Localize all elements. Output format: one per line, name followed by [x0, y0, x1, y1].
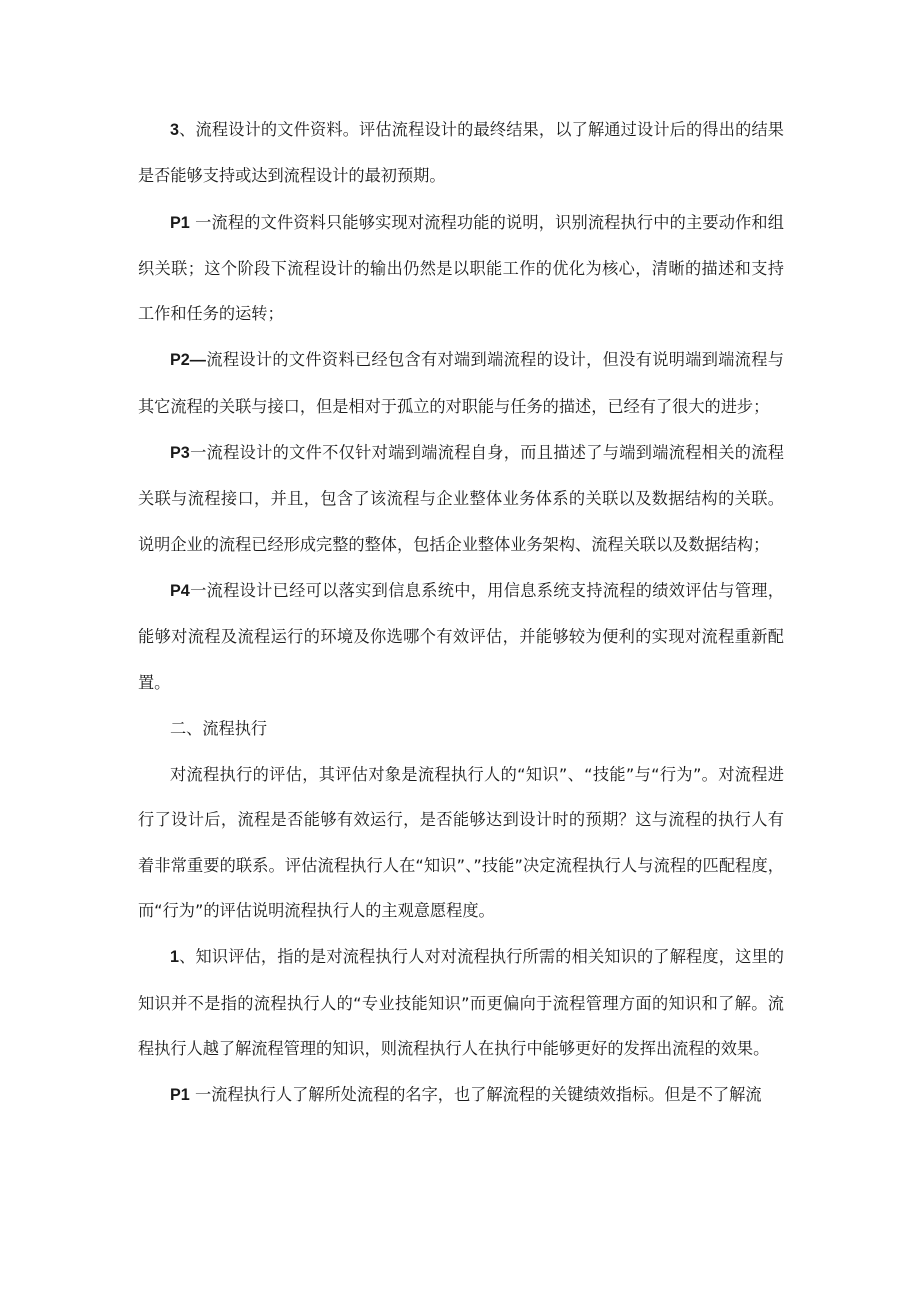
section-heading-execution	[138, 706, 784, 751]
paragraph-label: P4	[170, 581, 190, 600]
paragraph-knowledge-eval	[138, 934, 784, 1071]
paragraph-p3-design	[138, 430, 784, 567]
paragraph-text: 流程设计的文件资料已经包含有对端到端流程的设计，但没有说明端到端流程与其它流程的关联与接口，但是相对于孤立的对职能与任务的描述，已经有了很大的进步；	[138, 350, 784, 416]
paragraph-p4-design	[138, 568, 784, 705]
paragraph-label: P1	[170, 1086, 190, 1105]
paragraph-label: P1	[170, 213, 190, 232]
paragraph-label: P3	[170, 444, 190, 463]
paragraph-p1-execution	[138, 1072, 784, 1118]
paragraph-label: 3	[170, 121, 180, 139]
paragraph-design-docs	[138, 107, 784, 199]
paragraph-label: P2—	[170, 351, 206, 370]
paragraph-text: 对流程执行的评估，其评估对象是流程执行人的“知识”、“技能”与“行为”。对流程进行了设计后，流程是否能够有效运行，是否能够达到设计时的预期？这与流程的执行人有着非常重要的联系。评估流程执行人在“知识”、”技能”决定流程执行人与流程的匹配程度，而“行为”的评估说明流程执行人的主观意愿程度。	[138, 765, 784, 921]
paragraph-text: 一流程设计已经可以落实到信息系统中，用信息系统支持流程的绩效评估与管理，能够对流程及流程运行的环境及你选哪个有效评估，并能够较为便利的实现对流程重新配置。	[138, 580, 784, 692]
paragraph-text: 一流程设计的文件不仅针对端到端流程自身，而且描述了与端到端流程相关的流程关联与流程接口，并且，包含了该流程与企业整体业务体系的关联以及数据结构的关联。说明企业的流程已经形成完整的整体，包括企业整体业务架构、流程关联以及数据结构；	[138, 443, 784, 554]
paragraph-label: 1	[170, 948, 180, 967]
paragraph-text: 、知识评估，指的是对流程执行人对对流程执行所需的相关知识的了解程度，这里的知识并不是指的流程执行人的“专业技能知识”而更偏向于流程管理方面的知识和了解。流程执行人越了解流程管理的知识，则流程执行人在执行中能够更好的发挥出流程的效果。	[138, 947, 784, 1058]
paragraph-text: 二、流程执行	[170, 718, 268, 738]
paragraph-text: 、流程设计的文件资料。评估流程设计的最终结果，以了解通过设计后的得出的结果是否能够支持或达到流程设计的最初预期。	[138, 120, 784, 186]
paragraph-execution-intro	[138, 752, 784, 933]
paragraph-p2-design	[138, 337, 784, 429]
paragraph-text: 一流程的文件资料只能够实现对流程功能的说明，识别流程执行中的主要动作和组织关联；这个阶段下流程设计的输出仍然是以职能工作的优化为核心，清晰的描述和支持工作和任务的运转；	[138, 212, 784, 324]
document-page	[138, 107, 784, 1119]
paragraph-p1-design	[138, 200, 784, 337]
paragraph-text: 一流程执行人了解所处流程的名字，也了解流程的关键绩效指标。但是不了解流	[189, 1085, 762, 1105]
